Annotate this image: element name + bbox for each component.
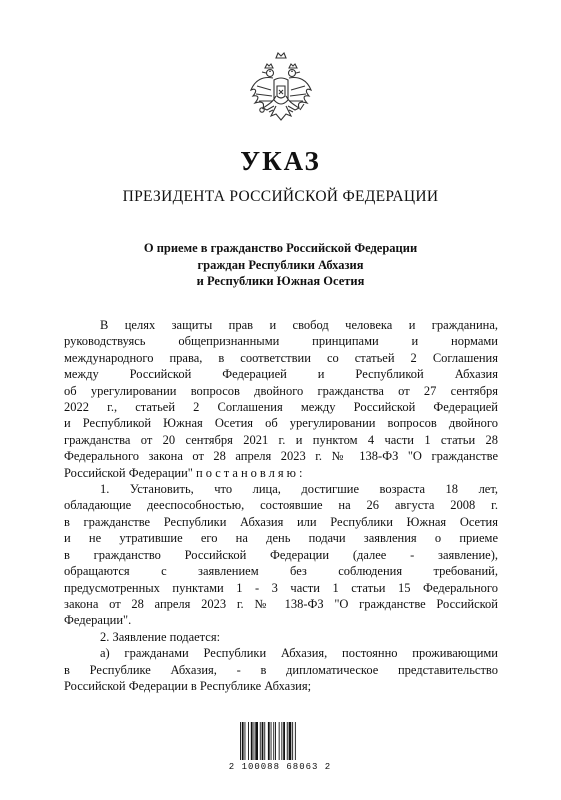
clause-2 (64, 629, 498, 645)
subject-line: граждан Республики Абхазия (197, 257, 364, 272)
text-line-start: Российской Федерации" (64, 465, 193, 480)
text-line: предусмотренных пунктами 1 - 3 части 1 статьи 15 Федерального (64, 580, 498, 595)
decree-body (64, 317, 498, 694)
text-line: Российской Федерации в Республике Абхазия; (64, 678, 312, 693)
subject-line: и Республики Южная Осетия (196, 274, 365, 288)
barcode-number: 2 100088 68063 2 (228, 762, 332, 772)
preamble-paragraph (64, 317, 498, 481)
text-line: закона от 28 апреля 2023 г. № 138-ФЗ "О гражданстве Российской (64, 596, 498, 611)
text-line: обращаются с заявлением без соблюдения требований, (64, 564, 498, 579)
clause-1 (64, 481, 498, 629)
text-line: международного права, в соответствии со статьей 2 Соглашения (64, 350, 498, 365)
text-line: в Республике Абхазия, - в дипломатическое представительство (64, 662, 498, 677)
document-title: УКАЗ (240, 146, 321, 176)
text-line: и не утратившие его на день подачи заявления о приеме (64, 531, 498, 546)
text-line: между Российской Федерацией и Республикой Абхазия (64, 367, 498, 382)
document-subtitle: ПРЕЗИДЕНТА РОССИЙСКОЙ ФЕДЕРАЦИИ (122, 188, 439, 205)
text-line: гражданства от 20 сентября 2021 г. и пунктом 4 части 1 статьи 28 (64, 432, 498, 447)
text-line: в гражданство Российской Федерации (далее - заявление), (64, 547, 498, 562)
text-line: 2. Заявление подается: (100, 629, 221, 644)
text-line: и Республикой Южная Осетия об урегулировании вопросов двойного (64, 416, 498, 431)
text-line (64, 465, 498, 481)
double-headed-eagle-icon (249, 50, 313, 138)
text-line: руководствуясь общепризнанными принципами и нормами (64, 334, 498, 349)
text-line: Федерального закона от 28 апреля 2023 г. № 138-ФЗ "О гражданстве (64, 449, 498, 464)
text-line: об урегулировании вопросов двойного гражданства от 27 сентября (64, 383, 498, 398)
text-line: 1. Установить, что лица, достигшие возраста 18 лет, (100, 482, 498, 497)
text-line: обладающие дееспособностью, состоявшие на 26 августа 2008 г. (64, 498, 498, 513)
decree-subject (0, 240, 561, 290)
text-line: а) гражданами Республики Абхазия, постоянно проживающими (100, 646, 498, 661)
decree-word: постановляю: (196, 465, 306, 480)
text-line: В целях защиты прав и свобод человека и гражданина, (100, 318, 498, 332)
text-line: Федерации". (64, 613, 132, 628)
text-line: в гражданстве Республики Абхазия или Республики Южная Осетия (64, 514, 498, 529)
subject-line: О приеме в гражданство Российской Федерации (143, 241, 418, 255)
text-line: 2022 г., статьей 2 Соглашения между Российской Федерацией (64, 400, 498, 415)
clause-2a (64, 645, 498, 694)
